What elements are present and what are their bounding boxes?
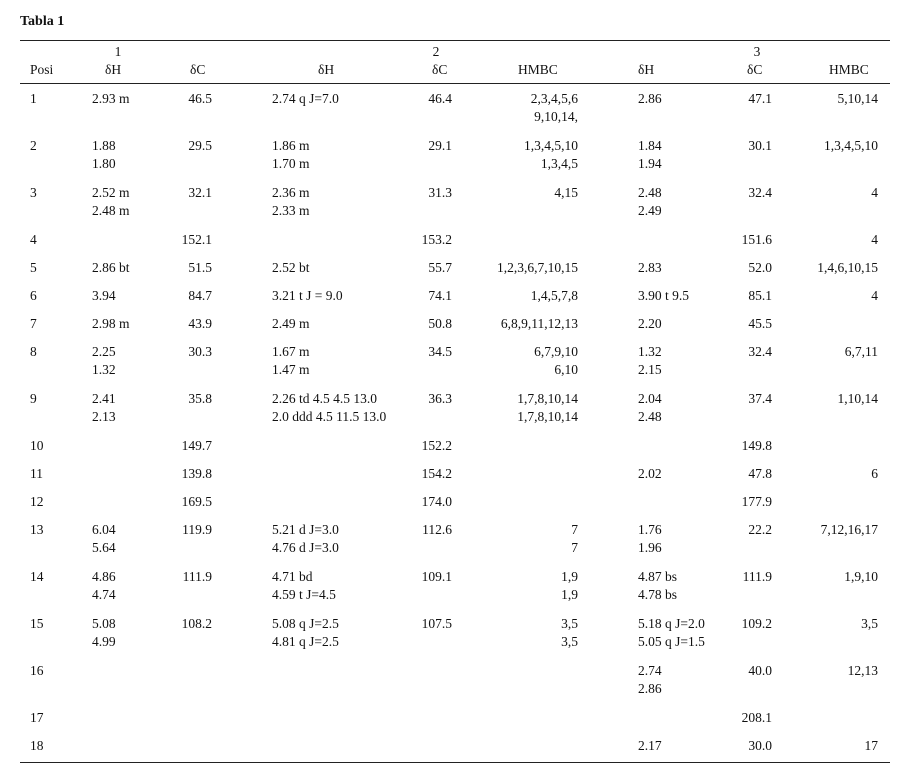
table-cell: 1,3,4,5,10 [524,138,578,153]
table-cell: 1.47 m [272,362,310,377]
table-cell: 84.7 [188,288,212,303]
table-cell: 4.74 [92,587,116,602]
table-cell: 51.5 [188,260,212,275]
table-cell: 154.2 [421,466,452,481]
group-header-2: 2 [432,44,440,59]
bottom-rule [20,762,890,763]
row-position: 11 [30,466,43,481]
row-position: 2 [30,138,37,153]
table-cell: 52.0 [748,260,772,275]
table-cell: 2.48 [638,185,662,200]
table-cell: 139.8 [181,466,212,481]
table-cell: 85.1 [748,288,772,303]
column-header: δH [105,62,122,77]
table-cell: 169.5 [181,494,212,509]
table-cell: 4,15 [554,185,578,200]
table-cell: 12,13 [847,663,878,678]
column-header: δC [432,62,448,77]
table-cell: 43.9 [188,316,212,331]
column-header: HMBC [829,62,869,77]
table-cell: 17 [864,738,878,753]
row-position: 15 [30,616,44,631]
table-cell: 3.94 [92,288,116,303]
row-position: 13 [30,522,44,537]
table-cell: 4 [871,288,878,303]
row-position: 8 [30,344,37,359]
table-cell: 6,8,9,11,12,13 [500,316,578,331]
table-cell: 1.32 [92,362,116,377]
table-cell: 2.48 [638,409,662,424]
table-cell: 40.0 [748,663,772,678]
table-cell: 1,9 [561,587,578,602]
table-cell: 7,12,16,17 [820,522,878,537]
table-cell: 30.0 [748,738,772,753]
table-cell: 208.1 [741,710,772,725]
table-cell: 1.67 m [272,344,310,359]
header-rule [20,83,890,84]
table-cell: 4.99 [92,634,116,649]
table-cell: 5,10,14 [837,91,878,106]
table-cell: 2.49 [638,203,662,218]
table-cell: 3,5 [861,616,878,631]
row-position: 16 [30,663,44,678]
table-cell: 7 [571,540,578,555]
table-cell: 2.83 [638,260,662,275]
table-cell: 4 [871,185,878,200]
table-cell: 37.4 [748,391,772,406]
table-cell: 29.1 [428,138,452,153]
table-cell: 1,9,10 [844,569,878,584]
table-cell: 1.32 [638,344,662,359]
table-cell: 5.08 q J=2.5 [272,616,339,631]
table-cell: 153.2 [421,232,452,247]
table-cell: 6 [871,466,878,481]
table-cell: 5.64 [92,540,116,555]
column-header: δH [318,62,335,77]
table-cell: 50.8 [428,316,452,331]
table-cell: 109.1 [421,569,452,584]
table-cell: 5.21 d J=3.0 [272,522,339,537]
table-cell: 9,10,14, [534,109,578,124]
table-cell: 74.1 [428,288,452,303]
table-cell: 2.33 m [272,203,310,218]
table-cell: 2.25 [92,344,116,359]
table-cell: 4.59 t J=4.5 [272,587,336,602]
table-cell: 32.4 [748,344,772,359]
table-cell: 2.52 m [92,185,130,200]
row-position: 18 [30,738,44,753]
table-cell: 6.04 [92,522,116,537]
table-cell: 2.74 q J=7.0 [272,91,339,106]
table-cell: 1.70 m [272,156,310,171]
table-cell: 1.96 [638,540,662,555]
table-cell: 34.5 [428,344,452,359]
row-position: 4 [30,232,37,247]
table-cell: 4.78 bs [638,587,678,602]
table-cell: 152.2 [421,438,452,453]
table-cell: 107.5 [421,616,452,631]
table-cell: 2.49 m [272,316,310,331]
table-cell: 149.8 [741,438,772,453]
table-cell: 6,7,9,10 [534,344,578,359]
row-position: 12 [30,494,44,509]
table-cell: 2.86 [638,91,662,106]
table-cell: 6,7,11 [844,344,878,359]
table-cell: 29.5 [188,138,212,153]
table-title: Tabla 1 [20,14,65,29]
table-cell: 177.9 [741,494,772,509]
row-position: 3 [30,185,37,200]
table-cell: 32.1 [188,185,212,200]
table-cell: 5.18 q J=2.0 [638,616,705,631]
row-position: 14 [30,569,44,584]
table-cell: 47.8 [748,466,772,481]
row-position: 9 [30,391,37,406]
table-cell: 2.04 [638,391,662,406]
table-cell: 112.6 [422,522,452,537]
table-cell: 151.6 [741,232,772,247]
table-cell: 2.0 ddd 4.5 11.5 13.0 [272,409,387,424]
table-cell: 2.98 m [92,316,130,331]
table-cell: 1,3,4,5 [540,156,578,171]
table-cell: 1,2,3,6,7,10,15 [497,260,578,275]
row-position: 1 [30,91,37,106]
row-position: 7 [30,316,37,331]
row-position: 5 [30,260,37,275]
table-cell: 32.4 [748,185,772,200]
table-cell: 1.94 [638,156,662,171]
table-cell: 4 [871,232,878,247]
table-cell: 45.5 [748,316,772,331]
row-position: 17 [30,710,44,725]
table-cell: 1.76 [638,522,662,537]
table-cell: 111.9 [182,569,212,584]
table-cell: 2.74 [638,663,662,678]
table-cell: 46.4 [428,91,452,106]
table-cell: 5.08 [92,616,116,631]
table-cell: 119.9 [182,522,212,537]
table-cell: 36.3 [428,391,452,406]
row-position: 10 [30,438,44,453]
table-cell: 1.80 [92,156,116,171]
table-cell: 2.26 td 4.5 4.5 13.0 [272,391,378,406]
table-cell: 1,4,5,7,8 [530,288,578,303]
table-cell: 2.36 m [272,185,310,200]
table-cell: 55.7 [428,260,452,275]
column-header: δC [747,62,763,77]
column-header: δH [638,62,655,77]
table-cell: 30.3 [188,344,212,359]
table-cell: 1,3,4,5,10 [824,138,878,153]
group-header-1: 1 [114,44,122,59]
column-header: δC [190,62,206,77]
table-cell: 1,4,6,10,15 [817,260,878,275]
table-cell: 1,7,8,10,14 [517,409,578,424]
group-header-3: 3 [753,44,761,59]
table-cell: 1.84 [638,138,662,153]
table-cell: 174.0 [421,494,452,509]
table-cell: 108.2 [181,616,212,631]
table-cell: 2.02 [638,466,662,481]
table-cell: 111.9 [742,569,772,584]
table-cell: 31.3 [428,185,452,200]
table-cell: 2.13 [92,409,116,424]
table-cell: 149.7 [181,438,212,453]
table-cell: 1.88 [92,138,116,153]
table-cell: 2.15 [638,362,662,377]
table-cell: 2.20 [638,316,662,331]
table-cell: 1,9 [561,569,578,584]
column-header: Posi [30,62,54,77]
table-cell: 4.76 d J=3.0 [272,540,339,555]
table-cell: 35.8 [188,391,212,406]
table-cell: 2.41 [92,391,116,406]
table-cell: 46.5 [188,91,212,106]
table-cell: 152.1 [181,232,212,247]
table-cell: 2.48 m [92,203,130,218]
table-cell: 2.86 [638,681,662,696]
table-cell: 2,3,4,5,6 [530,91,578,106]
table-cell: 4.87 bs [638,569,678,584]
table-cell: 7 [571,522,578,537]
top-rule [20,40,890,41]
table-cell: 4.86 [92,569,116,584]
table-cell: 6,10 [554,362,578,377]
table-cell: 2.52 bt [272,260,310,275]
table-cell: 4.81 q J=2.5 [272,634,339,649]
table-cell: 3.90 t 9.5 [638,288,690,303]
table-cell: 109.2 [741,616,772,631]
table-cell: 22.2 [748,522,772,537]
table-cell: 2.17 [638,738,662,753]
table-cell: 1,7,8,10,14 [517,391,578,406]
table-cell: 30.1 [748,138,772,153]
table-cell: 1.86 m [272,138,310,153]
table-cell: 2.93 m [92,91,130,106]
row-position: 6 [30,288,37,303]
table-cell: 3,5 [561,634,578,649]
table-cell: 3.21 t J = 9.0 [272,288,343,303]
column-header: HMBC [518,62,558,77]
table-cell: 3,5 [561,616,578,631]
table-cell: 47.1 [748,91,772,106]
table-cell: 5.05 q J=1.5 [638,634,705,649]
table-cell: 4.71 bd [272,569,313,584]
table-cell: 1,10,14 [837,391,878,406]
table-cell: 2.86 bt [92,260,130,275]
